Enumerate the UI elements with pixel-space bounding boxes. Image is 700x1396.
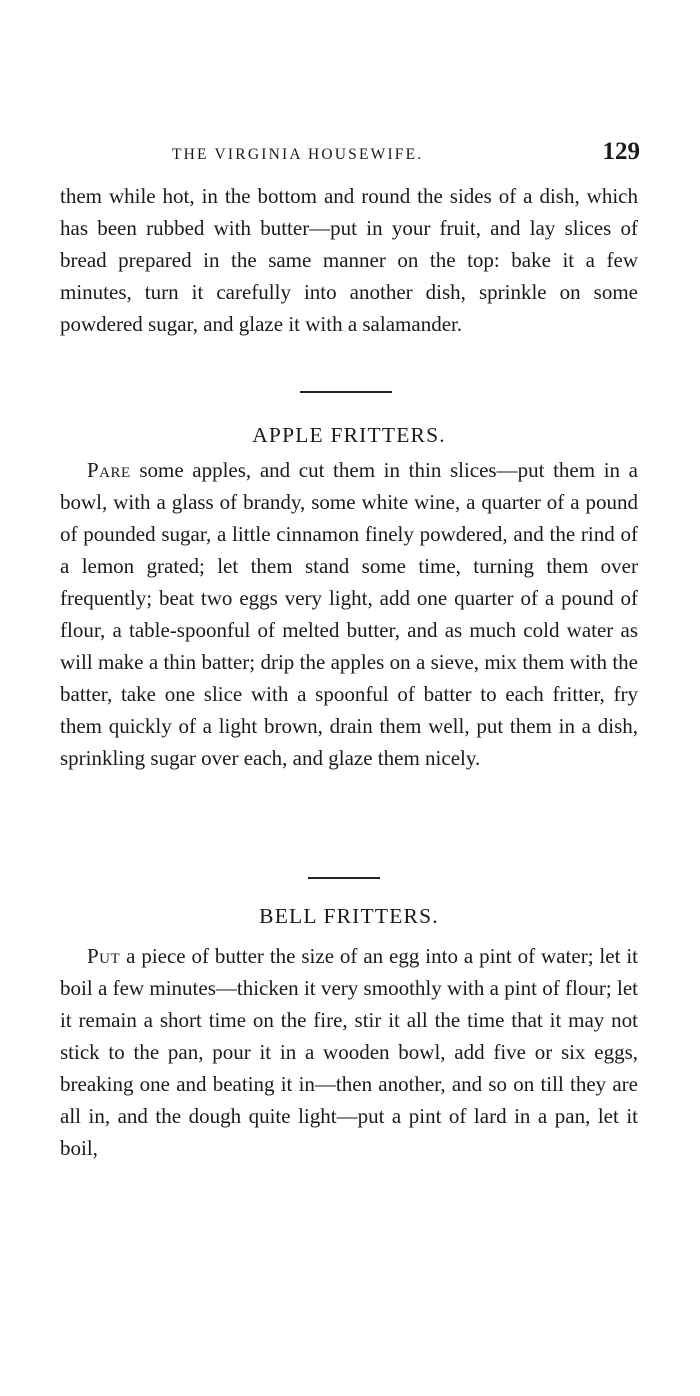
bell-fritters-body: a piece of butter the size of an egg into a pint of water; let it boil a few minutes—thicken it very smoothly with a pint of flour; let it remain a short time on the fire, stir it all the time that it may not stick to the pan, pour it in a wooden bowl, add five or six eggs, breaking one and beating it in—then another, and so on till they are all in, and the dough quite light—put a pint of lard in a pan, let it boil,: [60, 944, 638, 1160]
section-divider: [300, 391, 392, 393]
bell-fritters-recipe: [60, 940, 638, 1164]
apple-fritters-heading: APPLE FRITTERS.: [252, 423, 446, 447]
apple-fritters-lead-word: Pare: [87, 458, 131, 482]
bell-fritters-heading: BELL FRITTERS.: [259, 904, 439, 928]
apple-fritters-body: some apples, and cut them in thin slices—put them in a bowl, with a glass of brandy, some white wine, a quarter of a pound of pounded sugar, a little cinnamon finely powdered, and the rind of a lemon grated; let them stand some time, turning them over frequently; beat two eggs very light, add one quarter of a pound of flour, a table-spoonful of melted butter, and as much cold water as will make a thin batter; drip the apples on a sieve, mix them with the batter, take one slice with a spoonful of batter to each fritter, fry them quickly of a light brown, drain them well, put them in a dish, sprinkling sugar over each, and glaze them nicely.: [60, 458, 638, 770]
apple-fritters-paragraph: [60, 454, 638, 774]
page-number: 129: [602, 138, 640, 165]
continued-paragraph: them while hot, in the bottom and round the sides of a dish, which has been rubbed with butter—put in your fruit, and lay slices of bread prepared in the same manner on the top: bake it a few minutes, turn it carefully into another dish, sprinkle on some powdered sugar, and glaze it with a salamander.: [60, 184, 638, 336]
apple-fritters-recipe: [60, 454, 638, 774]
running-title: THE VIRGINIA HOUSEWIFE.: [172, 146, 424, 163]
bell-fritters-paragraph: [60, 940, 638, 1164]
section-divider: [308, 877, 380, 879]
bell-fritters-lead-word: Put: [87, 944, 121, 968]
running-head: [60, 140, 640, 174]
continued-paragraph-block: [60, 180, 638, 340]
